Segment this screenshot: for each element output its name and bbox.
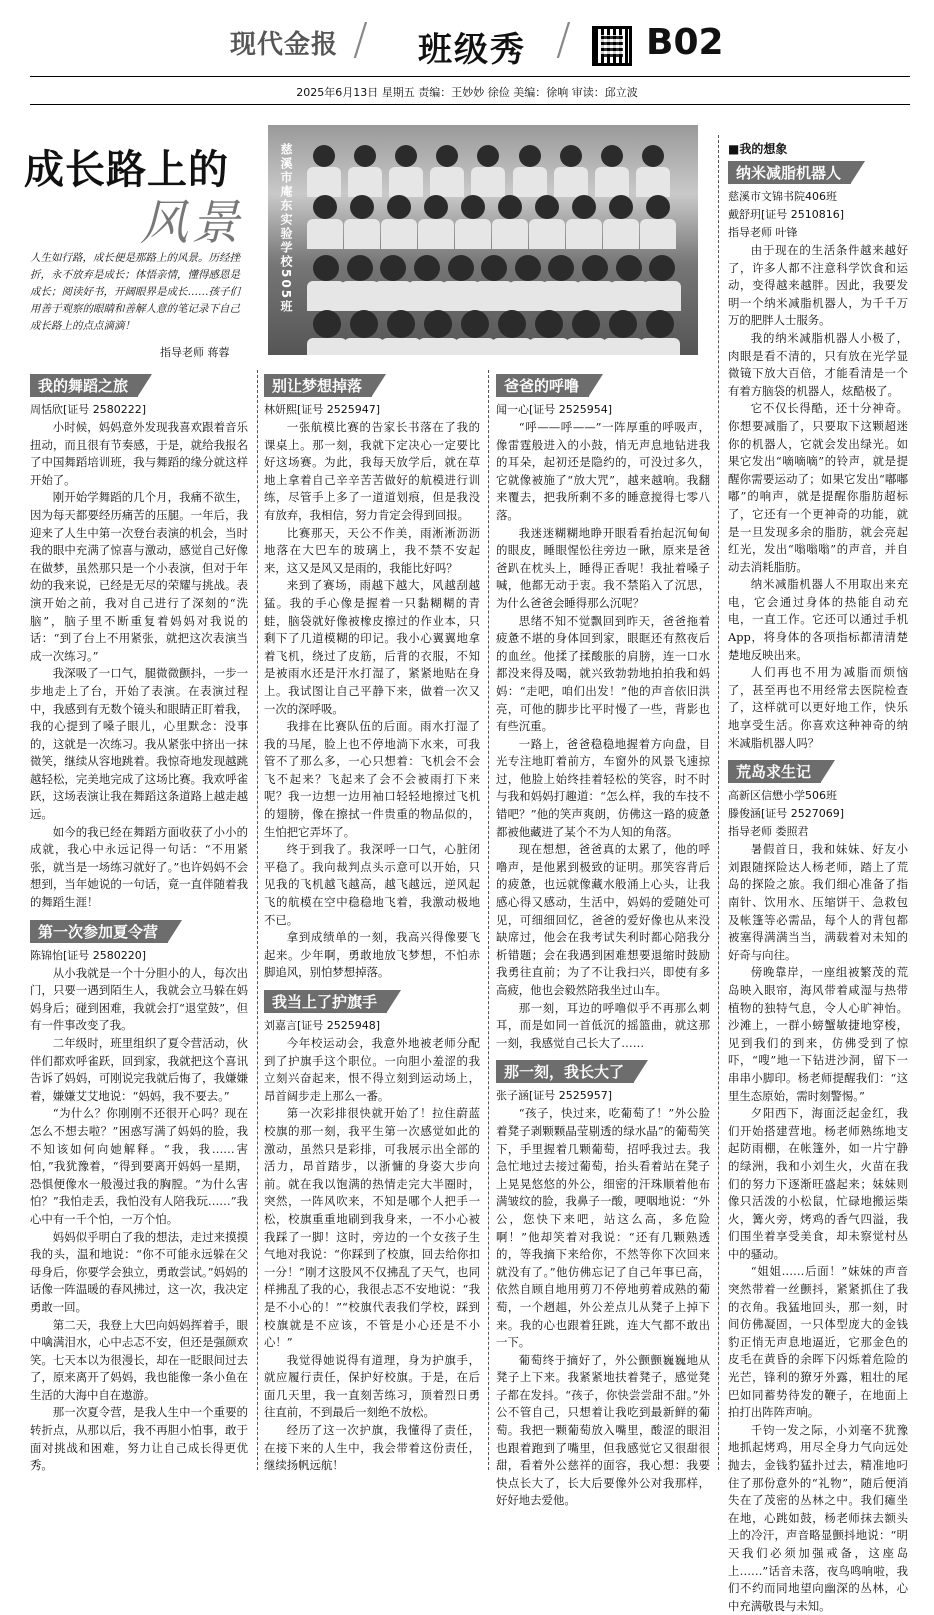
article-paragraph: 终于到我了。我深呼一口气，心脏闭平稳了。我向裁判点头示意可以开始，只见我的飞机越飞越高，越飞越远，逆风起飞的航模在空中稳稳地飞着，我激动极地不已。 xyxy=(264,842,480,927)
student-body xyxy=(529,338,569,355)
article-author: 张子涵[证号 2525957] xyxy=(496,1089,613,1103)
article-school: 高新区信懋小学506班 xyxy=(728,789,837,803)
article-heading: 第一次参加夏令营 xyxy=(30,920,168,943)
student-head xyxy=(313,255,339,281)
student-head xyxy=(395,145,417,167)
student-body xyxy=(640,219,676,249)
student-head xyxy=(436,145,458,167)
article-heading: 别让梦想掉落 xyxy=(264,374,372,397)
student-head xyxy=(313,195,337,219)
article-paragraph: 如今的我已经在舞蹈方面收获了小小的成就，我心中永远记得一句话：“不用紧张，就当是一场练习就好了。”也许妈妈不会想到，当年她说的一句话，竟一直伴随着我的舞蹈生涯！ xyxy=(30,824,248,910)
student-body xyxy=(348,167,382,197)
masthead-divider: / xyxy=(556,14,571,65)
masthead-rule xyxy=(30,76,910,77)
student-head xyxy=(414,255,440,281)
column-4 xyxy=(728,138,908,1615)
student-head xyxy=(519,145,541,167)
article-paragraph: 一张航模比赛的告家长书落在了我的课桌上。那一刻，我就下定决心一定要比好这场赛。为此，我每天放学后，就在草地上拿着自己辛辛苦苦做好的航模进行训练，尽管手上多了一道道划痕，但是我没有放弃，我相信，努力肯定会得到回报。 xyxy=(264,420,480,522)
article-heading: 荒岛求生记 xyxy=(728,760,821,783)
student-body xyxy=(430,167,464,197)
student-body xyxy=(341,281,379,311)
student-head xyxy=(572,195,596,219)
article-teacher: 指导老师 叶锋 xyxy=(728,226,798,239)
student-body xyxy=(381,338,421,355)
student-body xyxy=(418,219,454,249)
student-body xyxy=(576,281,614,311)
student-head xyxy=(572,310,600,338)
article-author: 滕俊涵[证号 2527069] xyxy=(728,807,845,821)
student-body xyxy=(492,219,528,249)
article-paragraph: 那一次夏令营，是我人生中一个重要的转折点，从那以后，我不再胆小怕事，敢于面对挑战和困难，努力让自己成长得更优秀。 xyxy=(30,1405,248,1473)
article-teacher: 指导老师 娄照君 xyxy=(728,825,809,839)
student-head xyxy=(498,195,522,219)
article-paragraph: “呼——呼——”一阵厚重的呼吸声，像雷霆般进入的小鼓，悄无声息地钻进我的耳朵，起初还是隐约的，可没过多久，它就像被施了“放大咒”，越来越响。我翻来覆去，把我所剩不多的睡意搅得七零八落。 xyxy=(496,420,710,522)
student-head xyxy=(387,310,415,338)
article-paragraph: 由于现在的生活条件越来越好了，许多人都不注意科学饮食和运动，变得越来越胖。因此，我要发明一个纳米减脂机器人，为千千万万的肥胖人士服务。 xyxy=(728,243,908,328)
column-divider xyxy=(257,370,258,1470)
article-heading: 爸爸的呼噜 xyxy=(496,374,589,397)
student-body xyxy=(389,167,423,197)
article-paragraph: 我深吸了一口气，腿微微颤抖，一步一步地走上了台，开始了表演。在表演过程中，我感到有无数个镜头和眼睛正盯着我，我的心提到了嗓子眼儿，心里默念：没事的，这就是一次练习。我从紧张中挤出一抹微笑，继续从容地跳着。我惊奇地发现越跳越轻松，完美地完成了这场比赛。我欢呼雀跃，这场表演让我在舞蹈这条道路上越走越远。 xyxy=(30,666,248,822)
student-body xyxy=(566,219,602,249)
page-number: B02 xyxy=(646,22,724,63)
article-author: 戴舒玥[证号 2510816] xyxy=(728,208,845,221)
student-head xyxy=(387,195,411,219)
article-paragraph: 它不仅长得酷，还十分神奇。你想要减脂了，只要取下这颗超迷你的机器人，它就会发出绿光。如果它发出“嘀嘀嘀”的铃声，就是提醒你需要运动了；如果它发出“嘟嘟嘟”的响声，就是提醒你脂肪超标了，它还有一个更神奇的功能，就是一旦发现多余的脂肪，就会亮起红光，发出“嗡嗡嗡”的声音，并自动去消耗脂肪。 xyxy=(728,401,908,574)
student-head xyxy=(646,310,674,338)
article-paragraph: 来到了赛场，雨越下越大，风越刮越猛。我的手心像是握着一只黏糊糊的青蛙，脑袋就好像被橡皮擦过的作业本，只剩下了几道模糊的印记。我小心翼翼地拿着飞机，绕过了皮筋，后背的衣服，不知是被雨水还是汗水打湿了，紧紧地贴在身上。我试图让自己平静下来，做着一次又一次的深呼吸。 xyxy=(264,578,480,716)
student-body xyxy=(542,281,580,311)
student-head xyxy=(481,255,507,281)
article-paragraph: 比赛那天，天公不作美，雨淅淅沥沥地落在大巴车的玻璃上，我不禁不安起来，这又是风又是雨的，我能比好吗？ xyxy=(264,525,480,575)
student-body xyxy=(344,338,384,355)
student-body xyxy=(307,338,347,355)
student-body xyxy=(471,167,505,197)
student-body xyxy=(509,281,547,311)
student-body xyxy=(418,338,458,355)
dateline: 2025年6月13日 星期五 责编：王妙妙 徐俭 美编：徐响 审读：邱立波 xyxy=(296,86,638,99)
article-heading: 我当上了护旗手 xyxy=(264,990,387,1013)
article-paragraph: 我觉得她说得有道理，身为护旗手，就应履行责任，保护好校旗。于是，在后面几天里，我一直刻苦练习，顶着烈日勇往直前，不到最后一刻绝不放松。 xyxy=(264,1352,480,1420)
feature-title-art: 风景 xyxy=(140,195,243,251)
article-paragraph: 暑假首日，我和妹妹、好友小刘跟随探险达人杨老师，踏上了荒岛的探险之旅。我们细心准备了指南针、饮用水、压缩饼干、急救包及帐篷等必需品，每个人的背包都被塞得满满当当，满载着对未知的好奇与向往。 xyxy=(728,842,908,962)
column-1 xyxy=(30,370,248,1475)
column-divider xyxy=(718,135,719,1470)
student-head xyxy=(424,195,448,219)
article-paragraph: 第二天，我登上大巴向妈妈挥着手，眼中噙满泪水，心中忐忑不安，但还是强颜欢笑。七天本以为很漫长，却在一眨眼间过去了，原来离开了妈妈，我也能像一条小鱼在生活的大海中自在遨游。 xyxy=(30,1317,248,1402)
article-paragraph: 夕阳西下，海面泛起金红，我们开始搭建营地。杨老师熟练地支起防雨棚，在帐篷外，如一片宁静的绿洲，我和小刘生火，火苗在我们的努力下逐渐旺盛起来；妹妹则像只活泼的小松鼠，忙碌地搬运柴火，篝火旁，烤鸡的香气四溢，我们围坐着享受美食，却未察觉村丛中的骚动。 xyxy=(728,1106,908,1261)
student-body xyxy=(408,281,446,311)
student-head xyxy=(535,310,563,338)
student-body xyxy=(307,281,345,311)
class-photo xyxy=(268,125,698,355)
student-body xyxy=(643,281,681,311)
student-head xyxy=(548,255,574,281)
student-head xyxy=(498,310,526,338)
student-head xyxy=(424,310,452,338)
student-head xyxy=(535,195,559,219)
article-paragraph: 我迷迷糊糊地睁开眼看看抬起沉甸甸的眼皮，睡眼惺忪往旁边一瞅，原来是爸爸趴在枕头上，睡得正香呢！我扯着嗓子喊，他都无动于衷。我不禁陷入了沉思，为什么爸爸会睡得那么沉呢？ xyxy=(496,525,710,610)
student-body xyxy=(595,167,629,197)
student-head xyxy=(601,145,623,167)
student-body xyxy=(455,219,491,249)
article-paragraph: 第一次彩排很快就开始了！拉住蔚蓝校旗的那一刻，我平生第一次感觉如此的激动，虽然只是彩排，可我展示出全部的活力，昂首踏步，以浙慵的身姿大步向前。就在我以饱满的热情走完大半圈时，突然，一阵风吹来，不知是哪个人把手一松，校旗重重地刷到我身来，一不小心被我踩了一脚！这时，旁边的一个女孩子生气地对我说：“你踩到了校旗，回去给你扣一分！”刚才这股风不仅拂乱了天气，也同样拂乱了我的心，我很忐忑不安地说：“我是不小心的！”“校旗代表我们学校，踩到校旗就是不应该，不管是小心还是不小心！” xyxy=(264,1106,480,1350)
student-body xyxy=(475,281,513,311)
student-body xyxy=(603,219,639,249)
student-head xyxy=(354,145,376,167)
student-head xyxy=(582,255,608,281)
article-paragraph: “姐姐……后面！”妹妹的声音突然带着一丝颤抖，紧紧抓住了我的衣角。我猛地回头，那一刻，时间仿佛凝固，一只体型庞大的金钱豹正悄无声息地逼近，它那金色的皮毛在黄昏的余晖下闪烁着危险的光芒，锋利的獠牙外露，粗壮的尾巴如同蓄势待发的鞭子，在地面上拍打出阵阵声响。 xyxy=(728,1264,908,1420)
column-divider xyxy=(488,370,489,1470)
student-body xyxy=(455,338,495,355)
article-paragraph: 傍晚靠岸，一座组被繁茂的荒岛映入眼帘，海风带着咸湿与热带植物的独特气息，令人心旷神怡。沙滩上，一群小螃蟹敏捷地穿梭，见到我们的到来，仿佛受到了惊吓，“嗖”地一下钻进沙洞，留下一串串小脚印。杨老师提醒我们：“这里生态原始，需时刻警惕。” xyxy=(728,965,908,1103)
article-paragraph: “为什么？你刚刚不还很开心吗？现在怎么不想去啦？”困惑写满了妈妈的脸，我不知该如何向她解释。“我，我……害怕，”我犹豫着，“得到要离开妈妈一星期，恐惧便像水一般漫过我的胸膛。“为什么害怕？”我怕走丢，我怕没有人陪我玩……”我心中有一千个怕，一万个怕。 xyxy=(30,1106,248,1226)
article-heading: 纳米减脂机器人 xyxy=(728,161,851,184)
student-body xyxy=(603,338,643,355)
article-author: 周恬欣[证号 2580222] xyxy=(30,403,147,416)
article-paragraph: “孩子，快过来，吃葡萄了！”外公脸着凳子剥颗颗晶莹剔透的绿水晶”的葡萄笑下，手里握着几颗葡萄，招呼我过去。我急忙地过去接过葡萄，抬头看着站在凳子上晃晃悠悠的外公，细密的汗珠顺着他布满皱纹的脸，我鼻子一酸，哽咽地说：“外公，您快下来吧，站这么高，多危险啊！”他却笑着对我说：“还有几颗熟透的，等我摘下来给你，不然等你下次回来就没有了。”他仿佛忘记了自己年事已高，依然自顾自地用剪刀不停地剪着成熟的葡萄，一个趔趄，外公差点儿从凳子上掉下来。我的心也跟着狂跳，连大气都不敢出一下。 xyxy=(496,1106,710,1350)
student-head xyxy=(477,145,499,167)
student-body xyxy=(554,167,588,197)
newspaper-brand: 现代金报 xyxy=(230,30,339,60)
article-author: 林妍熙[证号 2525947] xyxy=(264,403,381,416)
article-paragraph: 思绪不知不觉飘回到昨天，爸爸拖着疲惫不堪的身体回到家，眼眶还有熬夜后的血丝。他揉了揉酸胀的肩膀，连一口水都没来得及喝，就兴致勃勃地拍拍我和妈妈：“走吧，咱们出发！”他的声音依旧洪亮，可他的脚步比平时慢了一些，背影也有些沉重。 xyxy=(496,613,710,734)
article-paragraph: 小时候，妈妈意外发现我喜欢跟着音乐扭动，而且很有节奏感，于是，就给我报名了中国舞蹈培训班，我与舞蹈的缘分就这样开始了。 xyxy=(30,420,248,487)
masthead-divider: / xyxy=(353,14,368,65)
student-body xyxy=(610,281,648,311)
section-title: 班级秀 xyxy=(418,30,526,70)
student-body xyxy=(344,219,380,249)
article-school: 慈溪市文锦书院406班 xyxy=(728,190,837,203)
column-tag: ■我的想象 xyxy=(728,142,788,156)
article-paragraph: 我排在比赛队伍的后面。雨水打湿了我的马尾，脸上也不停地淌下水来，可我管不了那么多，一心只想着：飞机会不会飞不起来？飞起来了会不会被雨打下来呢？我一边想一边用袖口轻轻地擦过飞机的翅膀，像在擦拭一件贵重的物品似的，生怕把它弄坏了。 xyxy=(264,719,480,839)
article-author: 刘嘉言[证号 2525948] xyxy=(264,1019,381,1032)
article-paragraph: 葡萄终于摘好了，外公颤颤巍巍地从凳子上下来。我紧紧地扶着凳子，感觉凳子都在发抖。“孩子，你快尝尝甜不甜。”外公不管自己，只想着让我吃到最新鲜的葡萄。我把一颗葡萄放入嘴里，酸涩的眼泪也跟着跑到了嘴里，但我感觉它又很甜很甜，看着外公慈祥的面容，我心想：我要快点长大了，长大后要像外公对我那样，好好地去爱他。 xyxy=(496,1352,710,1508)
feature-teacher: 指导老师 蒋蓉 xyxy=(160,346,230,359)
article-paragraph: 我的纳米减脂机器人小极了，肉眼是看不清的，只有放在光学显微镜下放大百倍，才能看清是一个有着方脑袋的机器人，炫酷极了。 xyxy=(728,330,908,398)
article-paragraph: 现在想想，爸爸真的太累了，他的呼噜声，是他累到极致的证明。那笑容背后的疲惫，也远就像藏水般涌上心头，让我感心得又感动，生活中，妈妈的爱随处可见，可细细回忆，爸爸的爱好像也从来没缺席过，他会在我考试失利时都心陪我分析错题；会在我遇到困难想要退缩时鼓励我勇往直前；为了不让我扫兴，即使有多高疲，他也会毅然陪我坐过山车。 xyxy=(496,842,710,997)
dateline-rule xyxy=(30,104,910,105)
student-head xyxy=(609,310,637,338)
column-3 xyxy=(496,370,710,1510)
student-body xyxy=(513,167,547,197)
article-paragraph: 经历了这一次护旗，我懂得了责任，在接下来的人生中，我会带着这份责任，继续扬帆远航！ xyxy=(264,1423,480,1473)
student-body xyxy=(374,281,412,311)
feature-title: 成长路上的 xyxy=(24,146,229,193)
student-head xyxy=(515,255,541,281)
student-body xyxy=(442,281,480,311)
article-paragraph: 二年级时，班里组织了夏令营活动，伙伴们都欢呼雀跃，回到家，我就把这个喜讯告诉了妈妈，可刚说完我就后悔了，我嫌嫌着，嫌嫌艾艾地说：“妈妈，我不要去。” xyxy=(30,1036,248,1103)
student-head xyxy=(646,195,670,219)
student-body xyxy=(566,338,606,355)
student-body xyxy=(307,219,343,249)
article-paragraph: 一路上，爸爸稳稳地握着方向盘，目光专注地盯着前方，车窗外的风景飞速掠过，他脸上始终挂着轻松的笑容，时不时与我和妈妈打趣道：“怎么样，我的车技不错吧？”他的笑声爽朗，仿佛这一路的疲惫都被他藏进了某个不为人知的角落。 xyxy=(496,736,710,839)
student-head xyxy=(609,195,633,219)
student-head xyxy=(642,145,664,167)
article-author: 陈锦怡[证号 2580220] xyxy=(30,948,147,962)
article-paragraph: 妈妈似乎明白了我的想法，走过来摸摸我的头，温和地说：“你不可能永远躲在父母身后，你要学会独立，勇敢尝试。”妈妈的话像一阵温暖的春风拂过，这一次，我决定勇敢一回。 xyxy=(30,1229,248,1314)
photo-caption: 慈溪市庵东实验学校505班 xyxy=(279,143,293,315)
article-paragraph: 人们再也不用为减脂而烦恼了，甚至再也不用经常去医院检查了，这样就可以更好地工作，快乐地享受生活。你喜欢这种神奇的纳米减脂机器人吗？ xyxy=(728,665,908,750)
student-head xyxy=(350,195,374,219)
column-2 xyxy=(264,370,480,1475)
article-paragraph: 拿到成绩单的一刻，我高兴得像要飞起来。少年啊，勇敢地放飞梦想，不怕赤脚追风，别怕梦想掉落。 xyxy=(264,930,480,980)
student-body xyxy=(636,167,670,197)
qr-code-icon xyxy=(592,26,632,66)
student-body xyxy=(640,338,680,355)
student-head xyxy=(313,145,335,167)
article-paragraph: 纳米减脂机器人不用取出来充电，它会通过身体的热能自动充电，一直工作。它还可以通过手机App，将身体的各项指标都清清楚楚地反映出来。 xyxy=(728,577,908,662)
student-head xyxy=(461,195,485,219)
article-paragraph: 那一刻，耳边的呼噜似乎不再那么刺耳，而是如同一首低沉的摇篮曲，就这那一刻，我感觉自己长大了…… xyxy=(496,1000,710,1050)
article-paragraph: 千钧一发之际，小刘毫不犹豫地抓起烤鸡，用尽全身力气向远处抛去，金钱豹猛扑过去，精准地叼住了那份意外的“礼物”，随后便消失在了茂密的丛林之中。我们瘫坐在地，心跳如鼓，杨老师抹去额头上的冷汗，声音略显颤抖地说：“明天我们必须加强戒备，这座岛上……”话音未落，夜鸟鸣响啦，我们不约而同地望向幽深的丛林，心中充满敬畏与未知。 xyxy=(728,1422,908,1613)
article-paragraph: 刚开始学舞蹈的几个月，我痛不欲生，因为每天都要经历痛苦的压腿。一年后，我迎来了人生中第一次登台表演的机会，当时我的眼中充满了惊喜与激动，感觉自己好像在做梦，虽然那只是一个小表演，但对于年幼的我来说，已经是无尽的荣耀与挑战。表演开始之前，我对自己进行了深刻的“洗脑”，脑子里不断重复着妈妈对我说的话：“到了台上不用紧张，就把这次表演当成一次练习。” xyxy=(30,490,248,663)
article-author: 闻一心[证号 2525954] xyxy=(496,403,613,416)
student-head xyxy=(616,255,642,281)
article-heading: 我的舞蹈之旅 xyxy=(30,374,138,397)
student-body xyxy=(381,219,417,249)
student-head xyxy=(347,255,373,281)
student-head xyxy=(313,310,341,338)
student-body xyxy=(529,219,565,249)
student-head xyxy=(649,255,675,281)
student-head xyxy=(380,255,406,281)
feature-intro: 人生如行路，成长便是那路上的风景。历经挫折，永不放弃是成长；体悟亲情，懂得感恩是成长；阅读好书，开阔眼界是成长……孩子们用善于观察的眼睛和善解人意的笔记录下自己成长路上的点点滴滴！ xyxy=(30,252,240,332)
student-head xyxy=(560,145,582,167)
article-heading: 那一刻，我长大了 xyxy=(496,1060,634,1083)
article-paragraph: 从小我就是一个十分胆小的人，每次出门，只要一遇到陌生人，我就会立马躲在妈妈身后；碰到困难，我就会打“退堂鼓”，但有一件事改变了我。 xyxy=(30,965,248,1033)
student-body xyxy=(307,167,341,197)
student-head xyxy=(350,310,378,338)
student-head xyxy=(461,310,489,338)
article-paragraph: 今年校运动会，我意外地被老师分配到了护旗手这个职位。一向胆小羞涩的我立刻兴奋起来，恨不得立刻到运动场上，昂首阔步走上那么一番。 xyxy=(264,1036,480,1103)
student-body xyxy=(492,338,532,355)
student-head xyxy=(448,255,474,281)
